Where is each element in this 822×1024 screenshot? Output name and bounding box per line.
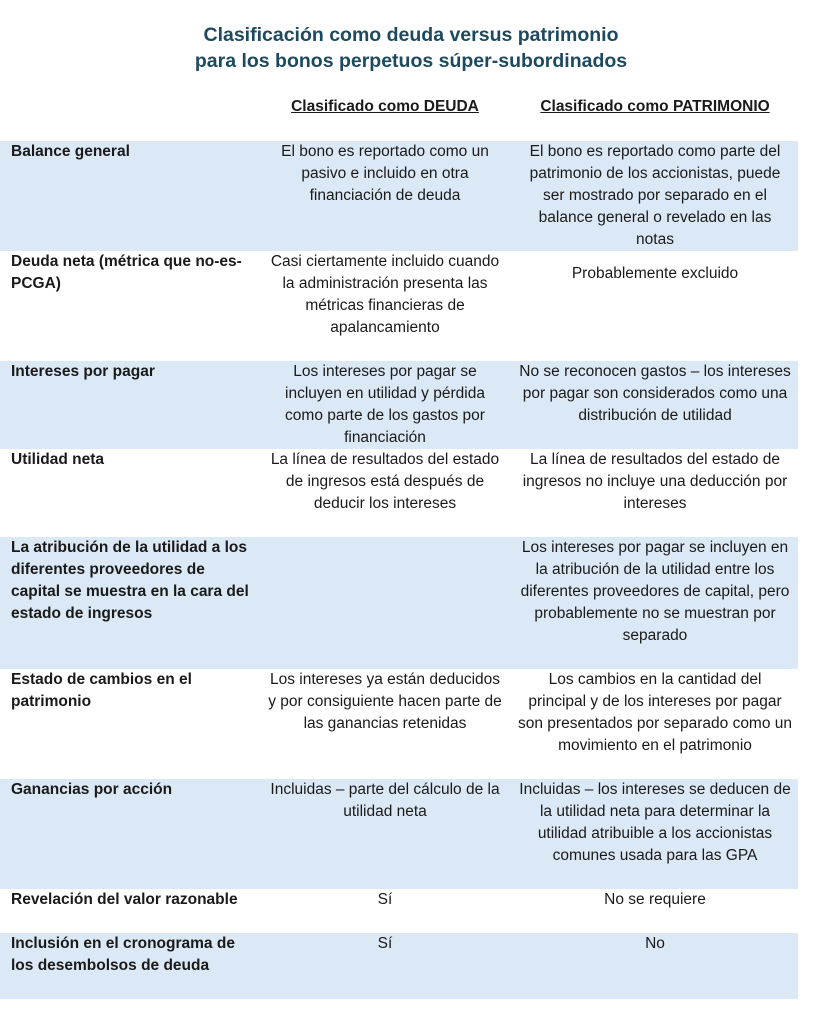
table-row — [0, 361, 798, 449]
row-label: Deuda neta (métrica que no-es-PCGA) — [11, 253, 242, 292]
row-label: La atribución de la utilidad a los diferentes proveedores de capital se muestra en la cara del estado de ingresos — [0, 537, 258, 669]
debt-cell: Incluidas – parte del cálculo de la utilidad neta — [258, 779, 512, 889]
equity-cell: Los cambios en la cantidad del principal y de los intereses por pagar son presentados por separado como un movimiento en el patrimonio — [518, 671, 793, 754]
row-label: Intereses por pagar — [0, 361, 258, 449]
equity-cell: La línea de resultados del estado de ingresos no incluye una deducción por intereses — [522, 451, 788, 512]
row-label: Balance general — [0, 141, 258, 251]
row-label: Estado de cambios en el patrimonio — [11, 671, 192, 710]
debt-cell: Casi ciertamente incluido cuando la administración presenta las métricas financieras de apalancamiento — [270, 253, 500, 336]
debt-cell: La línea de resultados del estado de ingresos está después de deducir los intereses — [270, 451, 500, 512]
equity-cell: Incluidas – los intereses se deducen de la utilidad neta para determinar la utilidad atribuible a los accionistas comunes usada para las GPA — [512, 779, 798, 889]
table-row — [0, 141, 798, 251]
debt-cell — [258, 537, 512, 669]
equity-cell: No — [512, 933, 798, 999]
table-row — [0, 933, 798, 999]
debt-cell: El bono es reportado como un pasivo e incluido en otra financiación de deuda — [258, 141, 512, 251]
equity-cell: No se reconocen gastos – los intereses por pagar son considerados como una distribución de utilidad — [512, 361, 798, 449]
row-label: Revelación del valor razonable — [11, 891, 238, 908]
equity-cell: Probablemente excluido — [571, 265, 739, 282]
table-row — [0, 779, 798, 889]
row-label: Ganancias por acción — [0, 779, 258, 889]
classification-table — [0, 141, 798, 999]
table-row — [0, 669, 798, 779]
debt-cell: Los intereses por pagar se incluyen en utilidad y pérdida como parte de los gastos por financiación — [258, 361, 512, 449]
row-label: Utilidad neta — [11, 451, 105, 468]
page-title — [0, 22, 822, 74]
debt-cell: Los intereses ya están deducidos y por consiguiente hacen parte de las ganancias retenidas — [268, 671, 502, 732]
equity-cell: Los intereses por pagar se incluyen en la atribución de la utilidad entre los diferentes proveedores de capital, pero probablemente no se muestran por separado — [512, 537, 798, 669]
column-header-debt: Clasificado como DEUDA — [291, 98, 479, 115]
table-row — [0, 251, 798, 361]
column-header-equity: Clasificado como PATRIMONIO — [540, 98, 770, 115]
equity-cell: El bono es reportado como parte del patrimonio de los accionistas, puede ser mostrado por separado en el balance general o revelado en las notas — [512, 141, 798, 251]
table-row — [0, 889, 798, 933]
title-line-1: Clasificación como deuda versus patrimonio — [203, 24, 619, 46]
debt-cell: Sí — [258, 933, 512, 999]
debt-cell: Sí — [377, 891, 393, 908]
equity-cell: No se requiere — [604, 891, 706, 908]
row-label: Inclusión en el cronograma de los desembolsos de deuda — [0, 933, 258, 999]
title-line-2: para los bonos perpetuos súper-subordinados — [194, 50, 628, 72]
table-row — [0, 537, 798, 669]
table-row — [0, 449, 798, 537]
